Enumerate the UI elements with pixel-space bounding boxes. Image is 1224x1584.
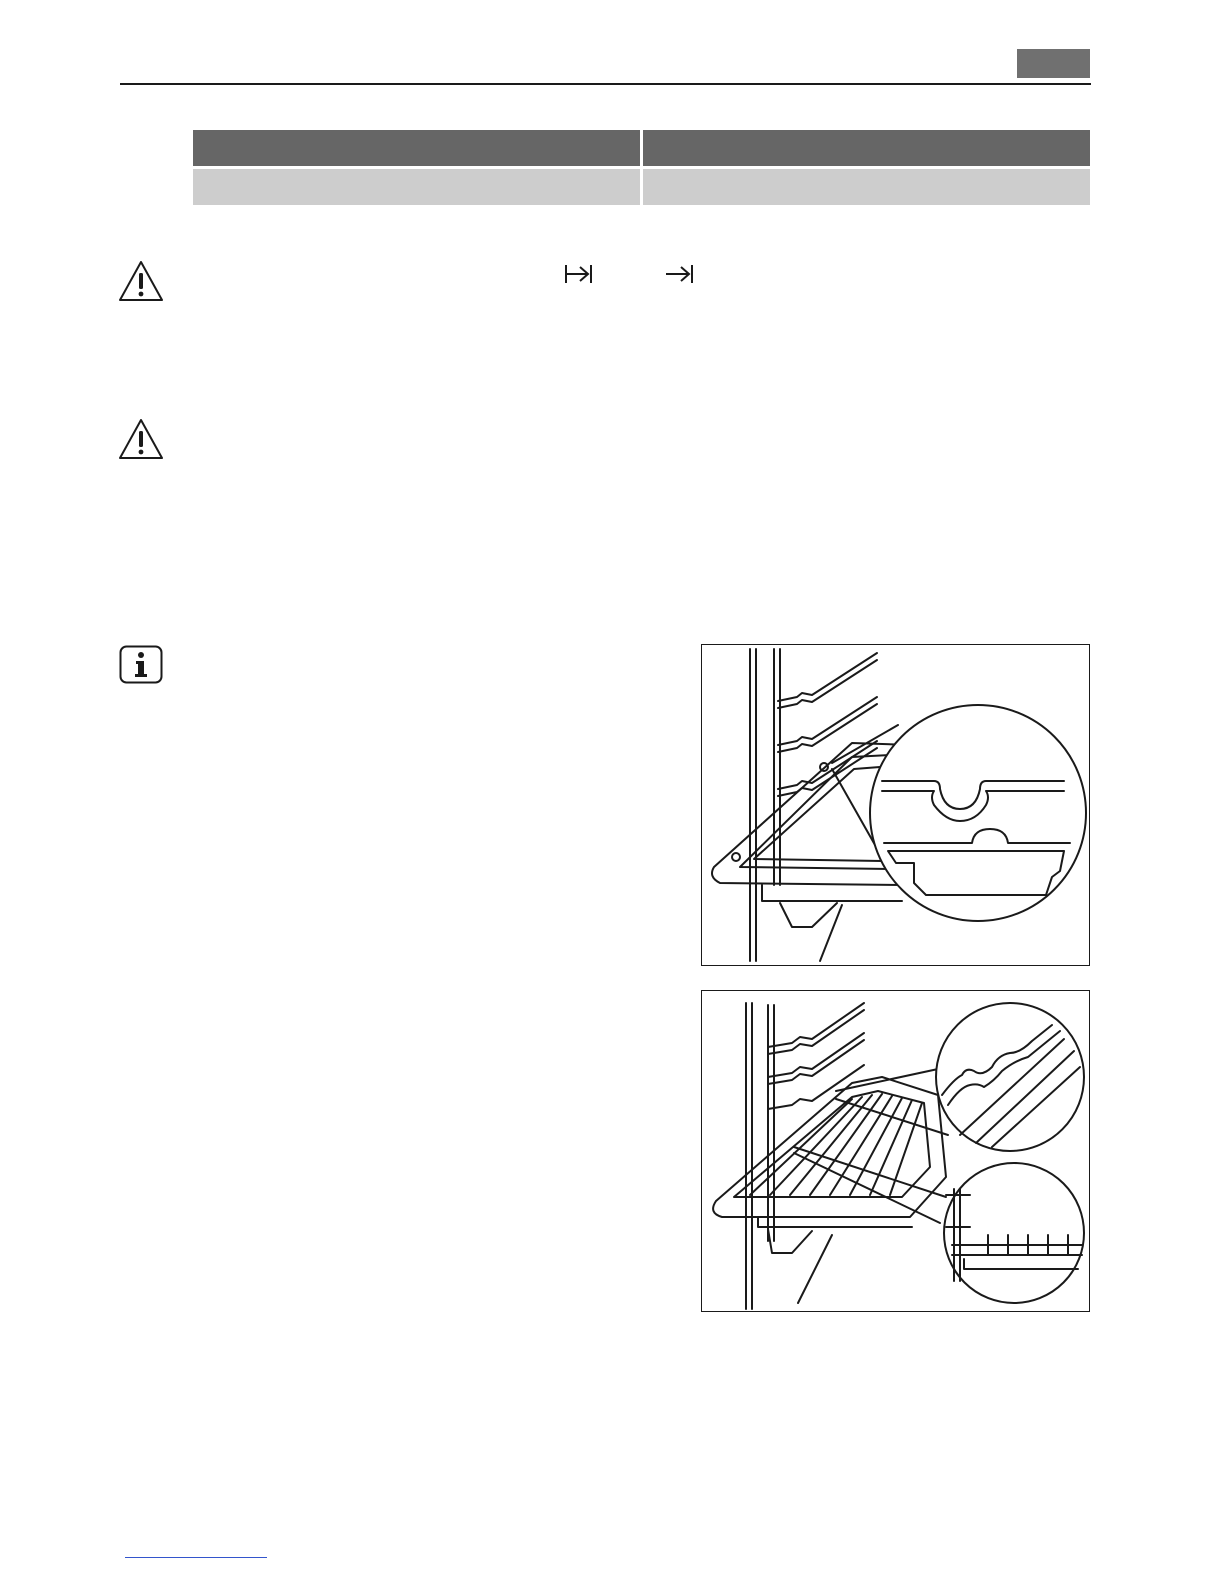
table-cell [193, 169, 640, 205]
warning-triangle-icon [117, 417, 165, 466]
table-header-row [193, 130, 1090, 166]
tab-right-icon [664, 262, 696, 291]
table-header-cell [193, 130, 640, 166]
info-icon [119, 645, 163, 690]
info-table [193, 130, 1090, 208]
baking-tray-insertion-illustration [701, 644, 1090, 966]
tab-to-end-bar-icon [563, 262, 595, 291]
header-rule [120, 83, 1091, 85]
wire-shelf-insertion-illustration [701, 990, 1090, 1312]
table-header-cell [643, 130, 1090, 166]
table-row [193, 169, 1090, 205]
table-cell [643, 169, 1090, 205]
page-number-tab [1017, 49, 1090, 78]
warning-triangle-icon [117, 259, 165, 308]
footer-link-underline [125, 1557, 267, 1558]
